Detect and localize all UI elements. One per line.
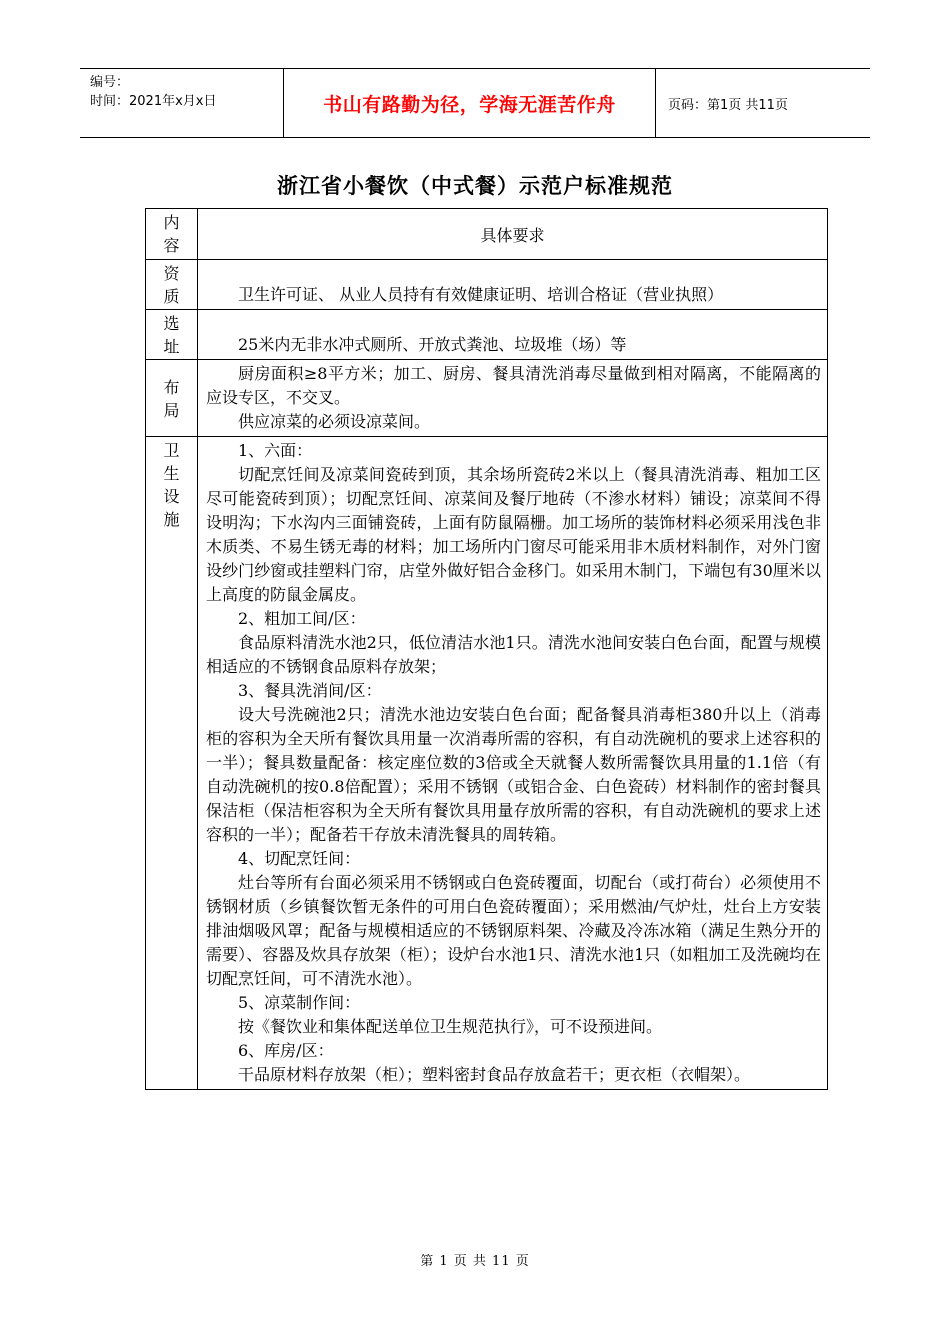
column-header-content: 内 容 (146, 209, 198, 260)
section-body-prep-area: 食品原料清洗水池2只，低位清洁水池1只。清洗水池间安装白色台面，配置与规模相适应的不锈钢食品原料存放架； (206, 633, 821, 676)
row-content-qualification: 卫生许可证、 从业人员持有有效健康证明、培训合格证（营业执照） (198, 260, 828, 310)
row-label-qualification: 资 质 (146, 260, 198, 310)
row-label-site: 选 址 (146, 310, 198, 360)
section-body-cooking-room: 灶台等所有台面必须采用不锈钢或白色瓷砖覆面，切配台（或打荷台）必须使用不锈钢材质（乡镇餐饮暂无条件的可用白色瓷砖覆面）；采用燃油/气炉灶，灶台上方安装排油烟吸风罩；配备与规模相适应的不锈钢原料架、冷藏及冷冻冰箱（满足生熟分开的需要）、容器及炊具存放架（柜）；设炉台水池1只、清洗水池1只（如粗加工及洗碗均在切配烹饪间，可不清洗水池）。 (206, 873, 821, 988)
document-title: 浙江省小餐饮（中式餐）示范户标准规范 (277, 174, 673, 198)
standards-table (145, 208, 828, 1090)
section-body-six-surfaces: 切配烹饪间及凉菜间瓷砖到顶，其余场所瓷砖2米以上（餐具清洗消毒、粗加工区尽可能瓷砖到顶）；切配烹饪间、凉菜间及餐厅地砖（不渗水材料）铺设；凉菜间不得设明沟；下水沟内三面铺瓷砖，上面有防鼠隔栅。加工场所的装饰材料必须采用浅色非木质类、不易生锈无毒的材料；加工场所内门窗尽可能采用非木质材料制作，对外门窗设纱门纱窗或挂塑料门帘，店堂外做好铝合金移门。如采用木制门，下端包有30厘米以上高度的防鼠金属皮。 (206, 465, 821, 604)
layout-paragraph-2: 供应凉菜的必须设凉菜间。 (238, 412, 431, 431)
section-title-dishwashing: 3、餐具洗消间/区： (238, 681, 382, 700)
page-header (80, 68, 870, 138)
document-number: 编号： (90, 75, 130, 90)
section-body-cold-dish-room: 按《餐饮业和集体配送单位卫生规范执行》，可不设预进间。 (238, 1017, 663, 1036)
row-qualification (146, 260, 828, 310)
document-date: 时间：2021年x月x日 (90, 94, 217, 109)
page-footer: 第 1 页 共 11 页 (420, 1254, 530, 1269)
row-label-hygiene: 卫 生 设 施 (146, 437, 198, 1090)
header-motto: 书山有路勤为径，学海无涯苦作舟 (283, 69, 656, 137)
section-title-cooking-room: 4、切配烹饪间： (238, 849, 361, 868)
section-title-prep-area: 2、粗加工间/区： (238, 609, 366, 628)
row-content-hygiene (198, 437, 828, 1090)
row-hygiene (146, 437, 828, 1090)
column-header-requirements: 具体要求 (198, 209, 828, 260)
row-content-layout (198, 360, 828, 437)
row-site (146, 310, 828, 360)
header-page-info: 页码：第1页 共11页 (668, 97, 788, 113)
section-body-storage: 干品原材料存放架（柜）；塑料密封食品存放盒若干；更衣柜（衣帽架）。 (238, 1065, 751, 1084)
header-meta (80, 69, 283, 137)
table-header-row (146, 209, 828, 260)
row-content-site: 25米内无非水冲式厕所、开放式粪池、垃圾堆（场）等 (198, 310, 828, 360)
section-title-cold-dish-room: 5、凉菜制作间： (238, 993, 361, 1012)
section-title-six-surfaces: 1、六面： (238, 441, 313, 460)
row-label-layout: 布 局 (146, 360, 198, 437)
section-body-dishwashing: 设大号洗碗池2只；清洗水池边安装白色台面；配备餐具消毒柜380升以上（消毒柜的容积为全天所有餐饮具用量一次消毒所需的容积，有自动洗碗机的要求上述容积的一半）；餐具数量配备：核定座位数的3倍或全天就餐人数所需餐饮具用量的1.1倍（有自动洗碗机的按0.8倍配置）；采用不锈钢（或铝合金、白色瓷砖）材料制作的密封餐具保洁柜（保洁柜容积为全天所有餐饮具用量存放所需的容积，有自动洗碗机的要求上述容积的一半）；配备若干存放未清洗餐具的周转箱。 (206, 705, 821, 844)
section-title-storage: 6、库房/区： (238, 1041, 334, 1060)
row-layout (146, 360, 828, 437)
layout-paragraph-1: 厨房面积≥8平方米；加工、厨房、餐具清洗消毒尽量做到相对隔离，不能隔离的应设专区，不交叉。 (206, 364, 821, 407)
